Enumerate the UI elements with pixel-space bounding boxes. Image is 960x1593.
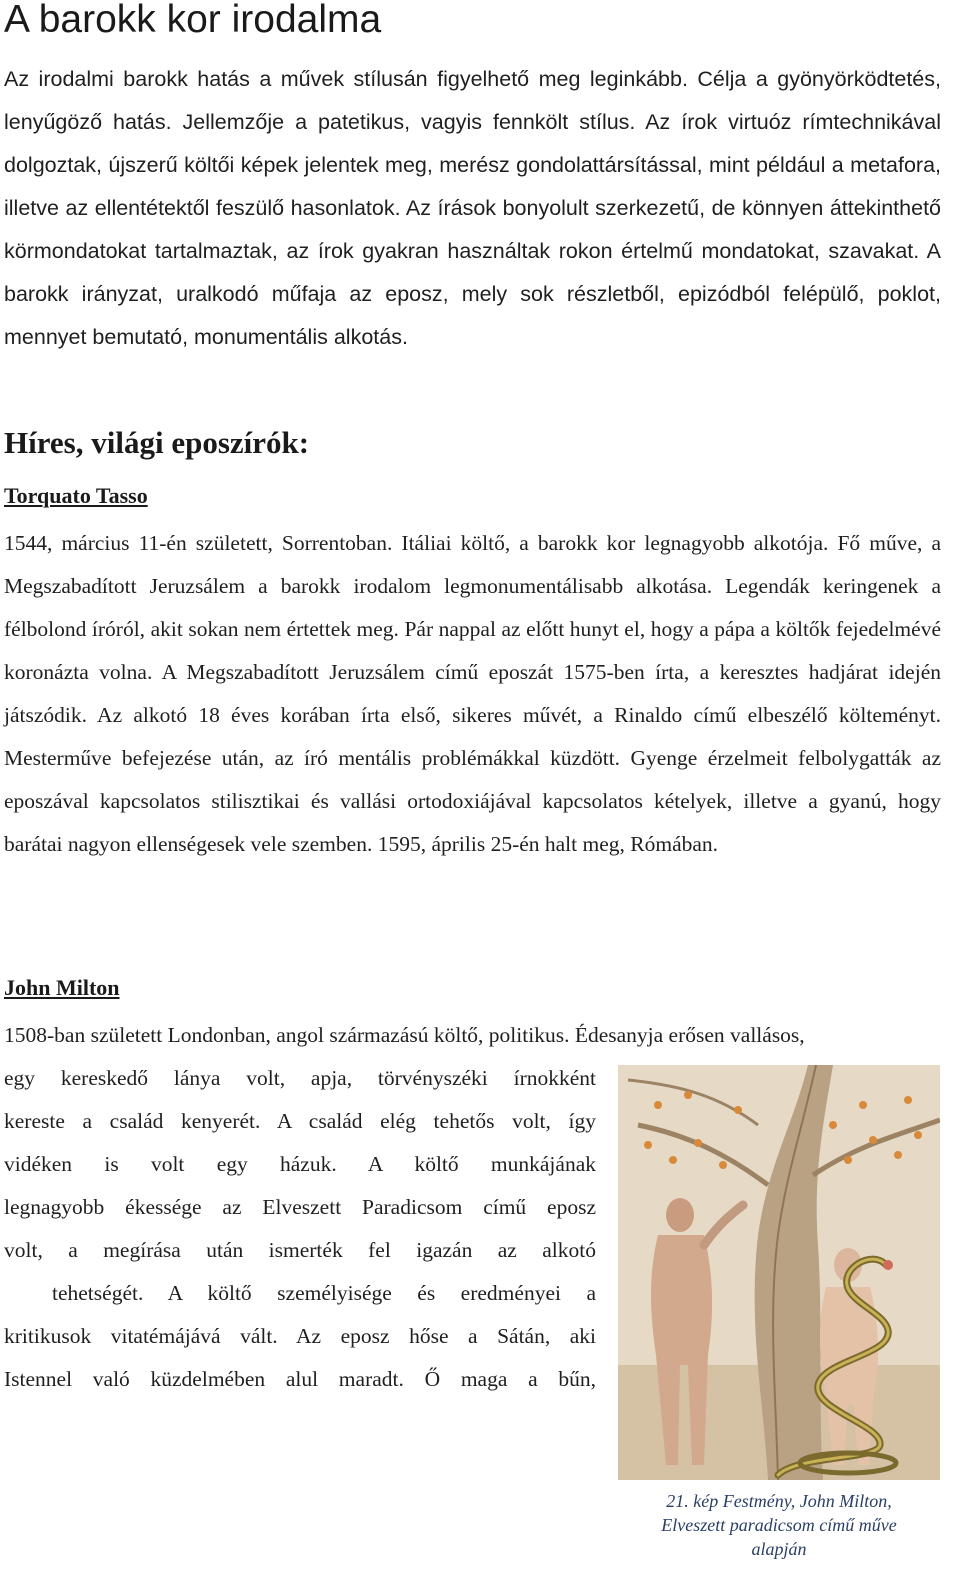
caption-line: alapján: [751, 1539, 807, 1559]
tasso-heading: Torquato Tasso: [4, 483, 148, 508]
milton-line: volt, a megírása után ismerték fel igazán az alkotó: [4, 1238, 596, 1262]
page-title: A barokk kor irodalma: [4, 0, 382, 41]
milton-line: vidéken is volt egy házuk. A költő munkájának: [4, 1152, 596, 1176]
milton-line: egy kereskedő lánya volt, apja, törvényszéki írnokként: [4, 1066, 596, 1090]
milton-line: Istennel való küzdelmében alul maradt. Ő maga a bűn,: [4, 1367, 596, 1391]
caption-line: 21. kép Festmény, John Milton,: [666, 1491, 892, 1511]
milton-first-line: 1508-ban született Londonban, angol származású költő, politikus. Édesanyja erősen vallásos,: [4, 1023, 805, 1047]
painting-illustration: [618, 1065, 940, 1480]
milton-line: tehetségét. A költő személyisége és eredményei a: [52, 1281, 596, 1305]
milton-heading: John Milton: [4, 975, 120, 1000]
intro-paragraph: Az irodalmi barokk hatás a művek stílusán figyelhető meg leginkább. Célja a gyönyörködtetés, lenyűgöző hatás. Jellemzője a patetikus, vagyis fennkölt stílus. Az írok virtuóz rímtechnikával dolgoztak, újszerű költői képek jelentek meg, merész gondolattársítással, mint például a metafora, illetve az ellentétektől feszülő hasonlatok. Az írások bonyolult szerkezetű, de könnyen áttekinthető körmondatokat tartalmaztak, az írok gyakran használtak rokon értelmű mondatokat, szavakat. A barokk irányzat, uralkodó műfaja az eposz, mely sok részletből, epizódból felépülő, poklot, mennyet bemutató, monumentális alkotás.: [4, 67, 941, 349]
figure-caption: [618, 1489, 940, 1561]
painting-image: [618, 1065, 940, 1480]
tasso-paragraph: 1544, március 11-én született, Sorrentoban. Itáliai költő, a barokk kor legnagyobb alkotója. Fő műve, a Megszabadított Jeruzsálem a barokk irodalom legmonumentálisabb alkotása. Legendák keringenek a félbolond íróról, akit sokan nem értettek meg. Pár nappal az előtt hunyt el, hogy a pápa a költők fejedelmévé koronázta volna. A Megszabadított Jeruzsálem című eposzát 1575-ben írta, a keresztes hadjárat idején játszódik. Az alkotó 18 éves korában írta első, sikeres művét, a Rinaldo című elbeszélő költeményt. Mesterműve befejezése után, az író mentális problémákkal küzdött. Gyenge érzelmeit felbolygatták az eposzával kapcsolatos stilisztikai és vallási ortodoxiájával kapcsolatos kételyek, illetve a gyanú, hogy barátai nagyon ellenségesek vele szemben. 1595, április 25-én halt meg, Rómában.: [4, 531, 941, 856]
section-heading: Híres, világi eposzírók:: [4, 425, 310, 460]
milton-line: kereste a család kenyerét. A család elég tehetős volt, így: [4, 1109, 596, 1133]
milton-line: legnagyobb ékessége az Elveszett Paradicsom című eposz: [4, 1195, 596, 1219]
caption-line: Elveszett paradicsom című műve: [661, 1515, 897, 1535]
milton-line: kritikusok vitatémájává vált. Az eposz hőse a Sátán, aki: [4, 1324, 596, 1348]
